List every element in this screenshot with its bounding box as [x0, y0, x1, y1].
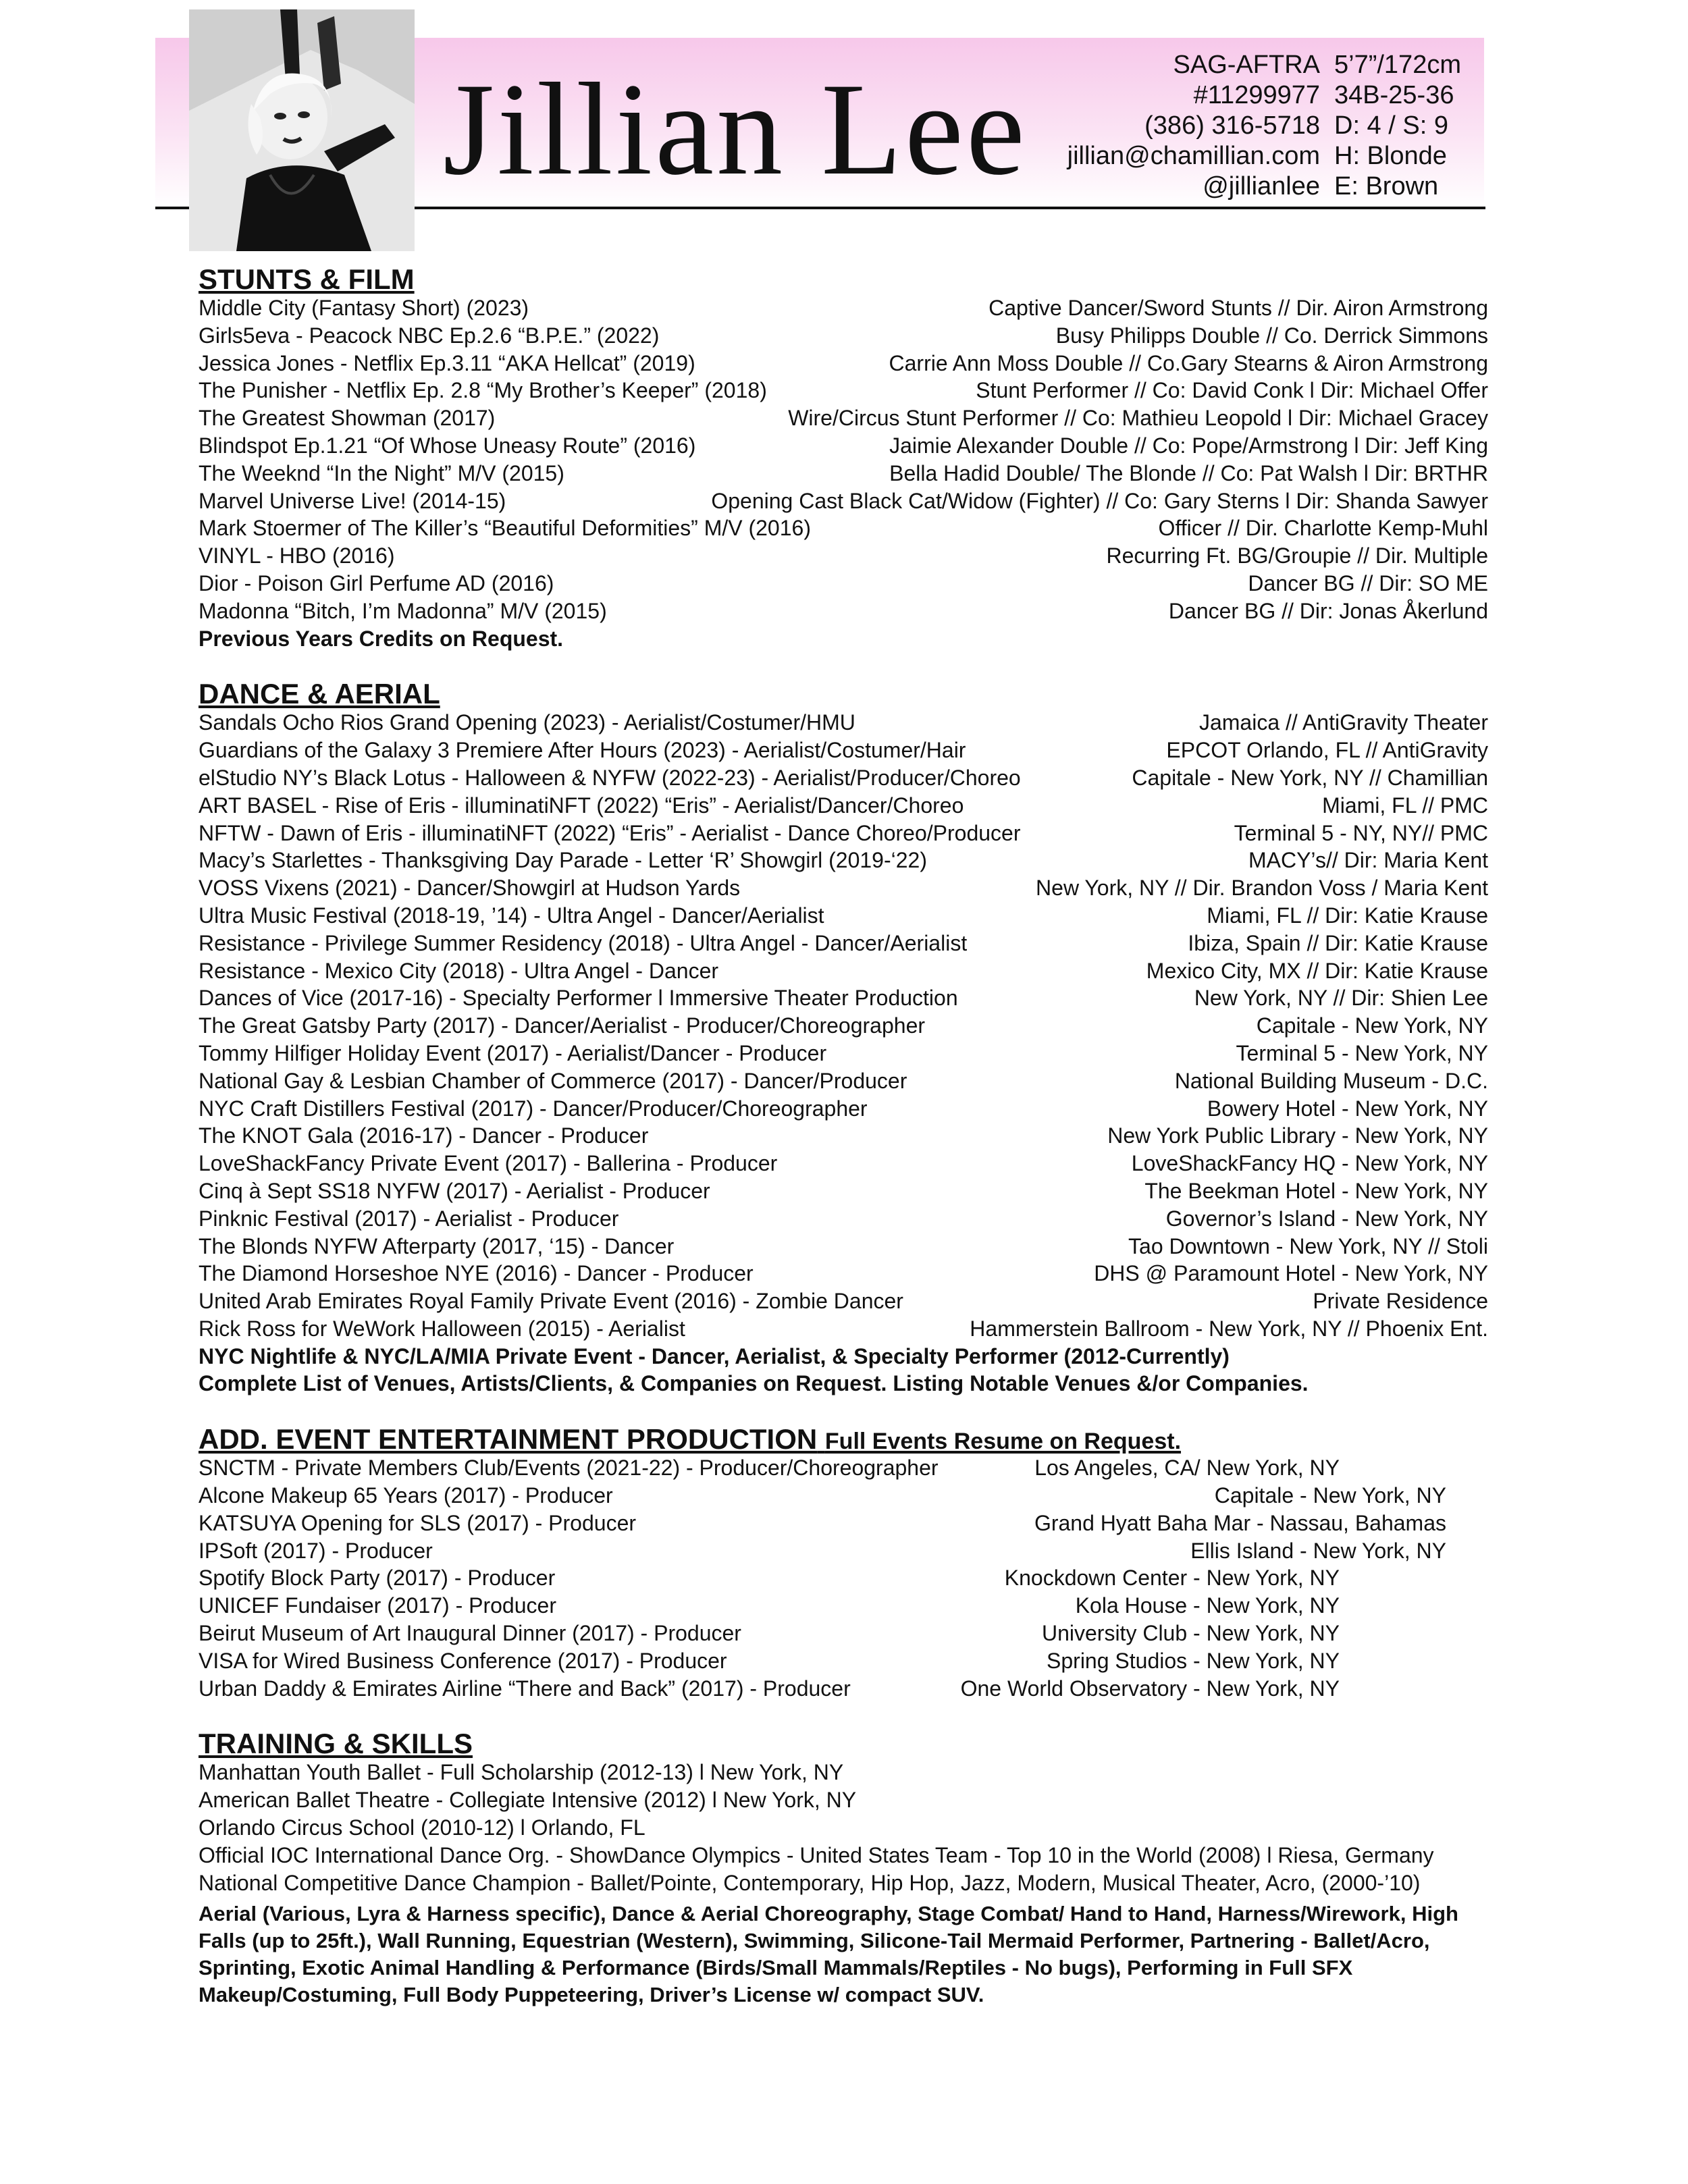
dance-note-venues: Complete List of Venues, Artists/Clients, & Companies on Request. Listing Notable Venues &/or Companies.: [199, 1371, 1309, 1396]
credit-title: Alcone Makeup 65 Years (2017) - Producer: [199, 1483, 613, 1508]
skills-list: Aerial (Various, Lyra & Harness specific), Dance & Aerial Choreography, Stage Combat/ Hand to Hand, Harness/Wirework, High Falls (up to 25ft.), Wall Running, Equestrian (Western), Swimming, Silicone-Tail Mermaid Performer, Partnering - Ballet/Acro, Sprinting, Exotic Animal Handling & Performance (Birds/Small Mammals/Reptiles - No bugs), Performing in Full SFX Makeup/Costuming, Full Body Puppeteering, Driver’s License w/ compact SUV.: [199, 1902, 1458, 2007]
dance-section-title: DANCE & AERIAL: [199, 678, 440, 710]
credit-title: Ultra Music Festival (2018-19, ’14) - Ultra Angel - Dancer/Aerialist: [199, 903, 824, 928]
credit-title: IPSoft (2017) - Producer: [199, 1538, 433, 1563]
credit-title: Blindspot Ep.1.21 “Of Whose Uneasy Route” (2016): [199, 433, 696, 458]
credit-row: [199, 1620, 1340, 1647]
credit-title: UNICEF Fundaiser (2017) - Producer: [199, 1593, 556, 1618]
credit-title: Guardians of the Galaxy 3 Premiere After Hours (2023) - Aerialist/Costumer/Hair: [199, 738, 966, 763]
credit-title: Sandals Ocho Rios Grand Opening (2023) - Aerialist/Costumer/HMU: [199, 710, 855, 735]
credit-role: Bella Hadid Double/ The Blonde // Co: Pat Walsh l Dir: BRTHR: [889, 460, 1488, 485]
credit-title: VOSS Vixens (2021) - Dancer/Showgirl at Hudson Yards: [199, 876, 741, 901]
credit-role: Opening Cast Black Cat/Widow (Fighter) // Co: Gary Sterns l Dir: Shanda Sawyer: [711, 488, 1488, 513]
production-title-text: ADD. EVENT ENTERTAINMENT PRODUCTION: [199, 1423, 818, 1456]
credit-row: [199, 1647, 1340, 1675]
credit-role: Wire/Circus Stunt Performer // Co: Mathieu Leopold l Dir: Michael Gracey: [788, 406, 1488, 431]
credit-row: [199, 597, 1488, 625]
credit-role: New York Public Library - New York, NY: [1107, 1123, 1488, 1148]
credit-title: Mark Stoermer of The Killer’s “Beautiful Deformities” M/V (2016): [199, 516, 811, 541]
credit-title: Middle City (Fantasy Short) (2023): [199, 296, 529, 320]
credit-row: [199, 1287, 1488, 1315]
credit-role: Capitale - New York, NY: [1256, 1013, 1488, 1038]
credit-role: Los Angeles, CA/ New York, NY: [1034, 1456, 1340, 1481]
dance-credits-list: [199, 709, 1488, 1342]
credit-role: Capitale - New York, NY // Chamillian: [1132, 765, 1488, 790]
production-subtitle: Full Events Resume on Request.: [824, 1429, 1182, 1455]
credit-role: Private Residence: [1313, 1289, 1488, 1314]
credit-role: Kola House - New York, NY: [1075, 1593, 1340, 1618]
credit-role: Terminal 5 - New York, NY: [1236, 1040, 1488, 1065]
credit-row: [199, 322, 1488, 350]
credit-row: [199, 1454, 1340, 1482]
credit-role: Hammerstein Ballroom - New York, NY // Phoenix Ent.: [970, 1316, 1488, 1341]
headshot-photo: [189, 9, 415, 251]
credit-title: NFTW - Dawn of Eris - illuminatiNFT (2022) “Eris” - Aerialist - Dance Choreo/Producer: [199, 820, 1021, 845]
credit-row: [199, 847, 1488, 874]
credit-title: KATSUYA Opening for SLS (2017) - Producer: [199, 1510, 637, 1535]
credit-title: Pinknic Festival (2017) - Aerialist - Producer: [199, 1206, 619, 1231]
credit-title: Resistance - Privilege Summer Residency (2018) - Ultra Angel - Dancer/Aerialist: [199, 930, 968, 955]
training-line: National Competitive Dance Champion - Ballet/Pointe, Contemporary, Hip Hop, Jazz, Modern, Musical Theater, Acro, (2000-’10): [199, 1870, 1421, 1895]
measurements-stat: 34B-25-36: [1334, 81, 1454, 109]
performer-name: Jillian Lee: [443, 56, 1028, 203]
training-line: Official IOC International Dance Org. - ShowDance Olympics - United States Team - Top 10 in the World (2008) l Riesa, Germany: [199, 1842, 1434, 1867]
credit-role: Recurring Ft. BG/Groupie // Dir. Multiple: [1106, 543, 1488, 568]
credit-row: [199, 1150, 1488, 1177]
email-address: jillian@chamillian.com: [1067, 142, 1320, 170]
credit-title: Dances of Vice (2017-16) - Specialty Performer l Immersive Theater Production: [199, 986, 958, 1011]
credit-title: elStudio NY’s Black Lotus - Halloween & NYFW (2022-23) - Aerialist/Producer/Choreo: [199, 765, 1021, 790]
credit-row: [199, 570, 1488, 597]
headshot-illustration: [189, 9, 415, 251]
phone-number: (386) 316-5718: [1144, 111, 1320, 140]
credit-title: The Diamond Horseshoe NYE (2016) - Dancer - Producer: [199, 1261, 754, 1286]
credit-row: [199, 542, 1488, 570]
physical-stats: [1334, 50, 1489, 202]
credit-title: Resistance - Mexico City (2018) - Ultra Angel - Dancer: [199, 958, 719, 983]
credit-row: [199, 902, 1488, 930]
credit-row: [199, 1040, 1488, 1067]
production-credits-list: [199, 1454, 1488, 1702]
credit-row: [199, 1564, 1340, 1592]
credit-row: [199, 1122, 1488, 1150]
credit-role: Stunt Performer // Co: David Conk l Dir: Michael Offer: [976, 378, 1488, 403]
credit-role: Ellis Island - New York, NY: [1190, 1538, 1446, 1563]
section-gap: [199, 652, 1488, 679]
credit-title: Dior - Poison Girl Perfume AD (2016): [199, 570, 554, 595]
credit-role: EPCOT Orlando, FL // AntiGravity: [1166, 738, 1488, 763]
credit-title: VINYL - HBO (2016): [199, 543, 395, 568]
credit-role: Officer // Dir. Charlotte Kemp-Muhl: [1158, 516, 1488, 541]
contact-info: [1013, 50, 1320, 202]
credit-row: [199, 874, 1488, 902]
credit-title: Macy’s Starlettes - Thanksgiving Day Parade - Letter ‘R’ Showgirl (2019-‘22): [199, 848, 927, 873]
credit-role: Governor’s Island - New York, NY: [1165, 1206, 1488, 1231]
credit-title: LoveShackFancy Private Event (2017) - Ballerina - Producer: [199, 1151, 778, 1176]
union-number: #11299977: [1193, 81, 1320, 109]
credit-row: [199, 1537, 1446, 1565]
credit-role: DHS @ Paramount Hotel - New York, NY: [1094, 1261, 1488, 1286]
stunts-credits-list: [199, 294, 1488, 625]
credit-title: National Gay & Lesbian Chamber of Commerce (2017) - Dancer/Producer: [199, 1068, 907, 1093]
credit-row: [199, 1177, 1488, 1205]
credit-title: Girls5eva - Peacock NBC Ep.2.6 “B.P.E.” (2022): [199, 323, 660, 348]
credit-title: Madonna “Bitch, I’m Madonna” M/V (2015): [199, 598, 607, 623]
credit-row: [199, 1315, 1488, 1343]
training-line: Orlando Circus School (2010-12) l Orlando, FL: [199, 1815, 645, 1840]
credit-role: Grand Hyatt Baha Mar - Nassau, Bahamas: [1034, 1510, 1446, 1535]
credit-role: New York, NY // Dir: Shien Lee: [1194, 986, 1488, 1011]
credit-role: Captive Dancer/Sword Stunts // Dir. Airon Armstrong: [988, 296, 1488, 320]
credit-title: VISA for Wired Business Conference (2017) - Producer: [199, 1648, 727, 1673]
credit-row: [199, 460, 1488, 487]
credit-row: [199, 792, 1488, 820]
credit-title: SNCTM - Private Members Club/Events (2021-22) - Producer/Choreographer: [199, 1456, 939, 1481]
credit-title: Beirut Museum of Art Inaugural Dinner (2017) - Producer: [199, 1621, 741, 1646]
social-handle: @jillianlee: [1203, 172, 1320, 201]
credit-title: Rick Ross for WeWork Halloween (2015) - Aerialist: [199, 1316, 685, 1341]
credit-row: [199, 514, 1488, 542]
credit-title: Spotify Block Party (2017) - Producer: [199, 1566, 556, 1591]
credit-row: [199, 1592, 1340, 1620]
credit-role: Miami, FL // PMC: [1322, 793, 1488, 818]
credit-role: Knockdown Center - New York, NY: [1004, 1566, 1340, 1591]
credit-role: LoveShackFancy HQ - New York, NY: [1131, 1151, 1488, 1176]
production-section-title: [199, 1424, 1488, 1454]
credit-role: Jaimie Alexander Double // Co: Pope/Armstrong l Dir: Jeff King: [889, 433, 1488, 458]
credit-role: New York, NY // Dir. Brandon Voss / Maria Kent: [1036, 876, 1488, 901]
credit-title: The Blonds NYFW Afterparty (2017, ‘15) - Dancer: [199, 1233, 675, 1258]
credit-title: The Punisher - Netflix Ep. 2.8 “My Brother’s Keeper” (2018): [199, 378, 767, 403]
section-gap: [199, 1702, 1488, 1729]
credit-row: [199, 1233, 1488, 1260]
credit-row: [199, 1482, 1446, 1510]
training-line: American Ballet Theatre - Collegiate Intensive (2012) l New York, NY: [199, 1788, 857, 1813]
hair-stat: H: Blonde: [1334, 142, 1447, 170]
credit-role: Mexico City, MX // Dir: Katie Krause: [1146, 958, 1488, 983]
credit-role: Bowery Hotel - New York, NY: [1207, 1096, 1488, 1121]
credit-row: [199, 930, 1488, 957]
credit-row: [199, 709, 1488, 737]
credit-row: [199, 432, 1488, 460]
credit-role: MACY’s// Dir: Maria Kent: [1248, 848, 1488, 873]
credit-role: The Beekman Hotel - New York, NY: [1144, 1178, 1488, 1203]
credit-role: One World Observatory - New York, NY: [960, 1676, 1340, 1701]
credit-role: Jamaica // AntiGravity Theater: [1198, 710, 1488, 735]
credit-row: [199, 404, 1488, 432]
credit-title: Cinq à Sept SS18 NYFW (2017) - Aerialist - Producer: [199, 1178, 710, 1203]
credit-row: [199, 957, 1488, 985]
credit-row: [199, 1095, 1488, 1123]
credit-role: National Building Museum - D.C.: [1174, 1068, 1488, 1093]
credit-role: Terminal 5 - NY, NY// PMC: [1234, 820, 1488, 845]
credit-row: [199, 377, 1488, 404]
credit-role: Dancer BG // Dir: Jonas Åkerlund: [1168, 598, 1488, 623]
eye-stat: E: Brown: [1334, 172, 1439, 201]
credit-title: Marvel Universe Live! (2014-15): [199, 488, 506, 513]
training-section-title: TRAINING & SKILLS: [199, 1728, 473, 1760]
credit-role: Capitale - New York, NY: [1214, 1483, 1446, 1508]
credit-title: The Greatest Showman (2017): [199, 406, 496, 431]
credit-row: [199, 1260, 1488, 1287]
resume-body: [199, 265, 1488, 2008]
credit-title: NYC Craft Distillers Festival (2017) - Dancer/Producer/Choreographer: [199, 1096, 868, 1121]
credit-row: [199, 764, 1488, 792]
credit-row: [199, 984, 1488, 1012]
credit-title: ART BASEL - Rise of Eris - illuminatiNFT (2022) “Eris” - Aerialist/Dancer/Choreo: [199, 793, 964, 818]
credit-role: Busy Philipps Double // Co. Derrick Simmons: [1055, 323, 1488, 348]
stunts-section-title: STUNTS & FILM: [199, 263, 415, 295]
credit-row: [199, 1012, 1488, 1040]
credit-role: Ibiza, Spain // Dir: Katie Krause: [1188, 930, 1488, 955]
training-line: Manhattan Youth Ballet - Full Scholarship (2012-13) l New York, NY: [199, 1760, 844, 1785]
credit-role: Dancer BG // Dir: SO ME: [1248, 570, 1488, 595]
credit-role: University Club - New York, NY: [1041, 1621, 1340, 1646]
credit-row: [199, 1510, 1446, 1537]
union-affiliation: SAG-AFTRA: [1173, 51, 1320, 79]
credit-title: Jessica Jones - Netflix Ep.3.11 “AKA Hellcat” (2019): [199, 350, 695, 375]
size-stat: D: 4 / S: 9: [1334, 111, 1448, 140]
credit-title: The Weeknd “In the Night” M/V (2015): [199, 460, 564, 485]
credit-role: Miami, FL // Dir: Katie Krause: [1207, 903, 1488, 928]
credit-title: Urban Daddy & Emirates Airline “There and Back” (2017) - Producer: [199, 1676, 851, 1701]
credit-row: [199, 294, 1488, 322]
section-gap: [199, 1397, 1488, 1424]
credit-role: Tao Downtown - New York, NY // Stoli: [1128, 1233, 1488, 1258]
height-stat: 5’7”/172cm: [1334, 51, 1461, 79]
credit-row: [199, 1067, 1488, 1095]
credit-title: The KNOT Gala (2016-17) - Dancer - Producer: [199, 1123, 649, 1148]
credit-row: [199, 1205, 1488, 1233]
credit-role: Carrie Ann Moss Double // Co.Gary Stearns & Airon Armstrong: [889, 350, 1488, 375]
credit-title: The Great Gatsby Party (2017) - Dancer/Aerialist - Producer/Choreographer: [199, 1013, 926, 1038]
credit-row: [199, 737, 1488, 764]
credit-row: [199, 487, 1488, 515]
dance-note-nightlife: NYC Nightlife & NYC/LA/MIA Private Event - Dancer, Aerialist, & Specialty Performer (2012-Currently): [199, 1343, 1230, 1368]
credit-title: United Arab Emirates Royal Family Private Event (2016) - Zombie Dancer: [199, 1289, 903, 1314]
credit-title: Tommy Hilfiger Holiday Event (2017) - Aerialist/Dancer - Producer: [199, 1040, 827, 1065]
credit-row: [199, 350, 1488, 377]
stunts-note: Previous Years Credits on Request.: [199, 626, 564, 651]
credit-row: [199, 1675, 1340, 1703]
credit-role: Spring Studios - New York, NY: [1047, 1648, 1340, 1673]
credit-row: [199, 820, 1488, 847]
